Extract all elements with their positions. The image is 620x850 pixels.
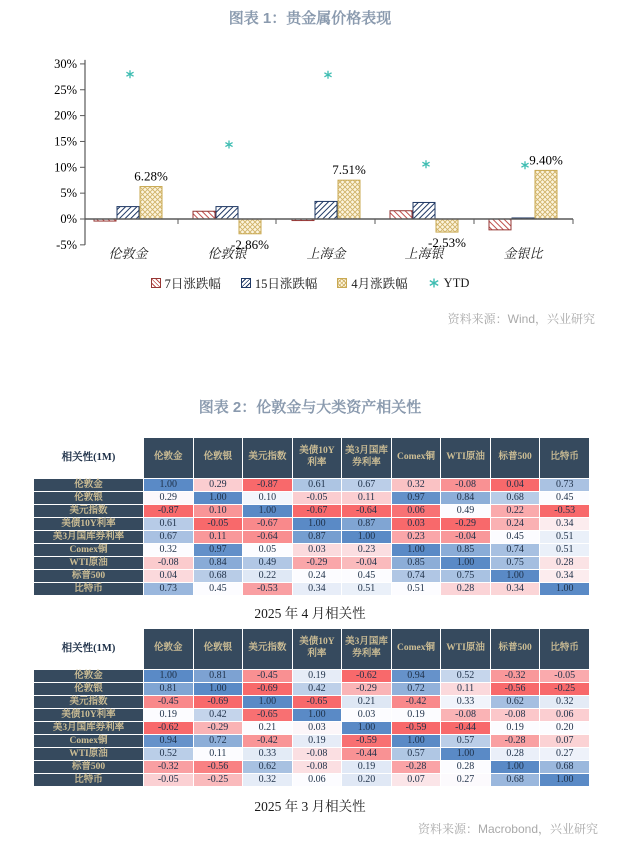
table-row <box>34 492 590 505</box>
category-label: 上海金 <box>306 246 346 261</box>
y-tick-label: 10% <box>54 160 77 175</box>
corr-cell: -0.05 <box>144 774 194 787</box>
corr-cell: 1.00 <box>540 583 590 596</box>
corr-cell: 1.00 <box>292 518 342 531</box>
figure1-source: 资料来源：Wind，兴业研究 <box>447 312 595 326</box>
col-header: WTI原油 <box>441 629 491 670</box>
corr-cell: -0.05 <box>540 670 590 683</box>
table-row <box>34 557 590 570</box>
ytd-marker <box>225 141 232 149</box>
corr-cell: 0.45 <box>342 570 392 583</box>
legend-item-3 <box>428 276 470 291</box>
corr-cell: 0.11 <box>441 683 491 696</box>
corr-cell: 0.94 <box>144 735 194 748</box>
corr-cell: -0.25 <box>193 774 243 787</box>
corr-cell: -0.65 <box>243 709 293 722</box>
correlation-table-april <box>33 437 590 596</box>
y-tick-label: 0% <box>60 212 77 226</box>
row-header: 美债10Y利率 <box>34 518 144 531</box>
corr-cell: -0.08 <box>441 479 491 492</box>
row-header: 标普500 <box>34 761 144 774</box>
corr-cell: -0.67 <box>292 505 342 518</box>
legend-swatch-2 <box>337 278 347 288</box>
corr-cell: -0.29 <box>342 683 392 696</box>
corr-cell: 0.19 <box>391 709 441 722</box>
corr-cell: -0.29 <box>441 518 491 531</box>
corr-cell: 0.29 <box>144 492 194 505</box>
corr-cell: -0.32 <box>144 761 194 774</box>
corr-cell: -0.62 <box>342 670 392 683</box>
corr-cell: 0.81 <box>144 683 194 696</box>
corr-cell: 0.72 <box>193 735 243 748</box>
corr-cell: 0.62 <box>490 696 540 709</box>
corr-cell: -0.65 <box>292 696 342 709</box>
corr-cell: 0.05 <box>243 544 293 557</box>
col-header: WTI原油 <box>441 438 491 479</box>
corr-cell: 0.11 <box>193 748 243 761</box>
correlation-table-march <box>33 628 590 787</box>
corr-cell: 0.67 <box>144 531 194 544</box>
corr-cell: -0.08 <box>490 709 540 722</box>
legend-label: 7日涨跌幅 <box>164 277 221 291</box>
corr-cell: -0.25 <box>540 683 590 696</box>
corr-cell: 0.45 <box>193 583 243 596</box>
corr-cell: -0.56 <box>490 683 540 696</box>
correlation-table <box>33 437 590 596</box>
row-header: Comex铜 <box>34 544 144 557</box>
corr-cell: 0.85 <box>391 557 441 570</box>
table-row <box>34 774 590 787</box>
row-header: Comex铜 <box>34 735 144 748</box>
corr-cell: 0.51 <box>540 544 590 557</box>
corr-cell: 0.19 <box>490 722 540 735</box>
corr-cell: 0.45 <box>540 492 590 505</box>
col-header: 比特币 <box>540 438 590 479</box>
corr-cell: -0.87 <box>144 505 194 518</box>
bar-chart-svg <box>30 52 600 267</box>
corr-cell: 0.45 <box>490 531 540 544</box>
row-header: WTI原油 <box>34 748 144 761</box>
col-header: 伦敦金 <box>144 438 194 479</box>
corr-cell: 0.28 <box>441 761 491 774</box>
corr-cell: -0.28 <box>490 735 540 748</box>
corr-cell: 0.03 <box>292 722 342 735</box>
corr-cell: -0.64 <box>342 505 392 518</box>
corr-cell: 0.33 <box>441 696 491 709</box>
corr-cell: -0.67 <box>243 518 293 531</box>
corr-cell: 0.07 <box>540 735 590 748</box>
ytd-marker-icon <box>428 277 440 289</box>
corr-cell: 1.00 <box>490 570 540 583</box>
corr-cell: 0.73 <box>144 583 194 596</box>
corr-cell: 0.61 <box>292 479 342 492</box>
corr-cell: 0.75 <box>441 570 491 583</box>
corr-cell: 0.23 <box>342 544 392 557</box>
correlation-table <box>33 628 590 787</box>
corr-cell: 0.06 <box>292 774 342 787</box>
bar-chart <box>30 52 600 267</box>
corr-cell: 0.85 <box>441 544 491 557</box>
col-header: 美债10Y利率 <box>292 629 342 670</box>
corr-cell: 0.04 <box>144 570 194 583</box>
corr-cell: 0.03 <box>391 518 441 531</box>
col-header: 美3月国库券利率 <box>342 629 392 670</box>
row-header: 美元指数 <box>34 696 144 709</box>
corr-cell: 0.32 <box>144 544 194 557</box>
corr-cell: 0.04 <box>490 479 540 492</box>
col-header: 美债10Y利率 <box>292 438 342 479</box>
corr-cell: 0.57 <box>391 748 441 761</box>
corr-cell: -0.56 <box>193 761 243 774</box>
bar-data-label: 9.40% <box>529 152 563 168</box>
corr-cell: 0.52 <box>144 748 194 761</box>
corr-cell: 0.06 <box>391 505 441 518</box>
corr-cell: 0.42 <box>292 683 342 696</box>
table2-caption: 2025 年 3 月相关性 <box>254 799 366 814</box>
corr-cell: -0.04 <box>342 557 392 570</box>
corr-cell: 0.84 <box>193 557 243 570</box>
y-tick-label: 20% <box>54 108 77 123</box>
col-header: 标普500 <box>490 629 540 670</box>
corr-cell: -0.08 <box>292 761 342 774</box>
corr-cell: 0.29 <box>193 479 243 492</box>
corr-cell: 1.00 <box>342 531 392 544</box>
corr-cell: -0.53 <box>540 505 590 518</box>
bar-s2-c0 <box>140 187 162 219</box>
corr-cell: 0.67 <box>342 479 392 492</box>
y-tick-label: 5% <box>60 186 77 201</box>
corr-cell: 0.10 <box>243 492 293 505</box>
corr-cell: 0.94 <box>391 670 441 683</box>
ytd-marker <box>521 161 528 169</box>
corr-cell: 0.28 <box>540 557 590 570</box>
corr-cell: -0.69 <box>243 683 293 696</box>
corr-cell: 0.68 <box>490 774 540 787</box>
corr-cell: 0.11 <box>342 492 392 505</box>
y-tick-label: 25% <box>54 82 77 97</box>
corr-cell: 0.28 <box>490 748 540 761</box>
corr-cell: 0.51 <box>342 583 392 596</box>
legend-label: 15日涨跌幅 <box>254 277 318 291</box>
legend-item-1 <box>241 274 318 292</box>
corr-cell: 1.00 <box>540 774 590 787</box>
corr-cell: 0.24 <box>490 518 540 531</box>
corr-cell: 0.07 <box>391 774 441 787</box>
table-row <box>34 570 590 583</box>
col-header: Comex铜 <box>391 438 441 479</box>
corr-cell: 0.74 <box>490 544 540 557</box>
corr-cell: 0.61 <box>144 518 194 531</box>
ytd-marker <box>324 71 331 79</box>
corr-cell: 0.62 <box>243 761 293 774</box>
corr-cell: 0.57 <box>441 735 491 748</box>
corr-cell: -0.64 <box>243 531 293 544</box>
corr-cell: 0.27 <box>540 748 590 761</box>
corr-cell: 1.00 <box>441 748 491 761</box>
corr-cell: 0.34 <box>292 583 342 596</box>
table-row <box>34 748 590 761</box>
corr-cell: 0.06 <box>540 709 590 722</box>
col-header: 伦敦银 <box>193 438 243 479</box>
row-header: 标普500 <box>34 570 144 583</box>
corr-cell: 0.75 <box>490 557 540 570</box>
corr-cell: 0.97 <box>193 544 243 557</box>
bar-s1-c2 <box>315 201 337 219</box>
corr-cell: 0.21 <box>342 696 392 709</box>
corr-cell: 0.32 <box>391 479 441 492</box>
corr-cell: 0.32 <box>243 774 293 787</box>
y-tick-label: 15% <box>54 134 77 149</box>
table-row <box>34 696 590 709</box>
table-row <box>34 544 590 557</box>
corr-cell: -0.29 <box>193 722 243 735</box>
corr-cell: 0.97 <box>391 492 441 505</box>
col-header: 美元指数 <box>243 629 293 670</box>
corr-cell: 0.24 <box>292 570 342 583</box>
row-header: 比特币 <box>34 583 144 596</box>
bar-s2-c3 <box>436 219 458 232</box>
legend-label: YTD <box>443 275 470 290</box>
corr-cell: -0.62 <box>144 722 194 735</box>
figure2-source: 资料来源：Macrobond，兴业研究 <box>417 822 598 836</box>
corr-cell: -0.04 <box>441 531 491 544</box>
bar-s0-c4 <box>489 219 511 230</box>
figure1-title: 图表 1：贵金属价格表现 <box>228 10 392 27</box>
corr-cell: 1.00 <box>193 492 243 505</box>
col-header: 比特币 <box>540 629 590 670</box>
corr-cell: 0.19 <box>342 761 392 774</box>
corr-cell: 0.22 <box>490 505 540 518</box>
corr-cell: 0.68 <box>490 492 540 505</box>
corr-cell: 0.87 <box>342 518 392 531</box>
bar-s2-c1 <box>239 219 261 234</box>
legend-item-2 <box>337 274 407 292</box>
table1-caption: 2025 年 4 月相关性 <box>254 606 366 621</box>
category-label: 伦敦金 <box>108 246 148 261</box>
corr-cell: -0.59 <box>391 722 441 735</box>
corr-cell: 0.27 <box>441 774 491 787</box>
table-row <box>34 583 590 596</box>
corr-cell: 0.87 <box>292 531 342 544</box>
bar-s0-c3 <box>390 211 412 219</box>
corr-cell: 0.52 <box>441 670 491 683</box>
corr-cell: 1.00 <box>441 557 491 570</box>
corr-cell: -0.53 <box>243 583 293 596</box>
corr-cell: 1.00 <box>342 722 392 735</box>
corr-cell: 0.81 <box>193 670 243 683</box>
row-header: WTI原油 <box>34 557 144 570</box>
corr-cell: 0.32 <box>540 696 590 709</box>
corr-cell: -0.42 <box>243 735 293 748</box>
category-label: 伦敦银 <box>207 246 247 261</box>
row-header: 伦敦金 <box>34 670 144 683</box>
bar-s0-c1 <box>193 211 215 219</box>
corr-cell: 0.84 <box>441 492 491 505</box>
category-label: 上海银 <box>404 246 444 261</box>
bar-data-label: -2.53% <box>428 235 466 251</box>
corr-cell: 0.34 <box>540 518 590 531</box>
corr-cell: -0.44 <box>342 748 392 761</box>
corr-cell: 0.20 <box>342 774 392 787</box>
corr-cell: 1.00 <box>144 479 194 492</box>
corr-cell: -0.45 <box>243 670 293 683</box>
col-header: 伦敦银 <box>193 629 243 670</box>
corr-cell: 1.00 <box>243 505 293 518</box>
row-header: 伦敦银 <box>34 492 144 505</box>
corr-cell: -0.87 <box>243 479 293 492</box>
corr-cell: 0.72 <box>391 683 441 696</box>
bar-s1-c3 <box>413 202 435 219</box>
corr-cell: 0.68 <box>540 761 590 774</box>
col-header: Comex铜 <box>391 629 441 670</box>
row-header: 伦敦银 <box>34 683 144 696</box>
row-header: 美元指数 <box>34 505 144 518</box>
corr-cell: 0.42 <box>193 709 243 722</box>
corr-cell: -0.08 <box>292 748 342 761</box>
col-header: 美元指数 <box>243 438 293 479</box>
ytd-marker <box>422 160 429 168</box>
corr-cell: 0.74 <box>391 570 441 583</box>
bar-data-label: -2.86% <box>231 236 269 252</box>
y-tick-label: 30% <box>54 56 77 71</box>
ytd-marker <box>126 70 133 78</box>
corr-cell: 0.22 <box>243 570 293 583</box>
corr-cell: 0.03 <box>342 709 392 722</box>
corr-cell: 0.28 <box>441 583 491 596</box>
table-row <box>34 735 590 748</box>
table-row <box>34 761 590 774</box>
corr-cell: -0.44 <box>441 722 491 735</box>
corr-cell: 0.34 <box>540 570 590 583</box>
corr-cell: 1.00 <box>243 696 293 709</box>
corr-cell: 0.49 <box>441 505 491 518</box>
corr-cell: 0.68 <box>193 570 243 583</box>
corr-cell: 1.00 <box>292 709 342 722</box>
table-row <box>34 531 590 544</box>
corr-cell: 1.00 <box>490 761 540 774</box>
corr-cell: 0.33 <box>243 748 293 761</box>
legend-label: 4月涨跌幅 <box>351 277 408 291</box>
col-header: 美3月国库券利率 <box>342 438 392 479</box>
corr-cell: 0.49 <box>243 557 293 570</box>
row-header: 美3月国库券利率 <box>34 531 144 544</box>
legend-item-0 <box>151 274 221 292</box>
corr-cell: 0.51 <box>391 583 441 596</box>
row-header: 美3月国库券利率 <box>34 722 144 735</box>
corr-cell: -0.32 <box>490 670 540 683</box>
corr-cell: -0.28 <box>391 761 441 774</box>
table-row <box>34 479 590 492</box>
legend-swatch-0 <box>151 278 161 288</box>
corr-cell: 0.19 <box>292 670 342 683</box>
category-label: 金银比 <box>503 246 543 261</box>
bar-s2-c2 <box>338 180 360 219</box>
corr-cell: -0.08 <box>441 709 491 722</box>
corr-cell: -0.05 <box>292 492 342 505</box>
corner-label: 相关性(1M) <box>34 438 144 479</box>
row-header: 美债10Y利率 <box>34 709 144 722</box>
table-row <box>34 518 590 531</box>
corr-cell: 1.00 <box>193 683 243 696</box>
table-row <box>34 709 590 722</box>
row-header: 比特币 <box>34 774 144 787</box>
corr-cell: 1.00 <box>391 544 441 557</box>
bar-s2-c4 <box>535 170 557 219</box>
col-header: 伦敦金 <box>144 629 194 670</box>
legend-swatch-1 <box>241 278 251 288</box>
corr-cell: 0.21 <box>243 722 293 735</box>
bar-data-label: 6.28% <box>134 168 168 184</box>
table-row <box>34 683 590 696</box>
table-row <box>34 722 590 735</box>
row-header: 伦敦金 <box>34 479 144 492</box>
bar-data-label: 7.51% <box>332 162 366 178</box>
corr-cell: -0.69 <box>193 696 243 709</box>
corr-cell: -0.42 <box>391 696 441 709</box>
corr-cell: -0.59 <box>342 735 392 748</box>
corr-cell: 1.00 <box>391 735 441 748</box>
corr-cell: 0.03 <box>292 544 342 557</box>
corr-cell: 0.10 <box>193 505 243 518</box>
corr-cell: 0.11 <box>193 531 243 544</box>
corr-cell: 0.34 <box>490 583 540 596</box>
corr-cell: -0.05 <box>193 518 243 531</box>
figure2-title: 图表 2：伦敦金与大类资产相关性 <box>198 399 422 416</box>
corr-cell: -0.29 <box>292 557 342 570</box>
corr-cell: -0.45 <box>144 696 194 709</box>
chart-legend <box>0 274 620 292</box>
bar-s1-c0 <box>117 207 139 219</box>
y-tick-label: -5% <box>56 237 77 252</box>
corr-cell: 1.00 <box>144 670 194 683</box>
table-row <box>34 670 590 683</box>
table-row <box>34 505 590 518</box>
corr-cell: 0.19 <box>292 735 342 748</box>
corner-label: 相关性(1M) <box>34 629 144 670</box>
corr-cell: 0.20 <box>540 722 590 735</box>
corr-cell: 0.51 <box>540 531 590 544</box>
corr-cell: 0.19 <box>144 709 194 722</box>
col-header: 标普500 <box>490 438 540 479</box>
bar-s1-c1 <box>216 207 238 219</box>
corr-cell: 0.23 <box>391 531 441 544</box>
corr-cell: -0.08 <box>144 557 194 570</box>
corr-cell: 0.73 <box>540 479 590 492</box>
